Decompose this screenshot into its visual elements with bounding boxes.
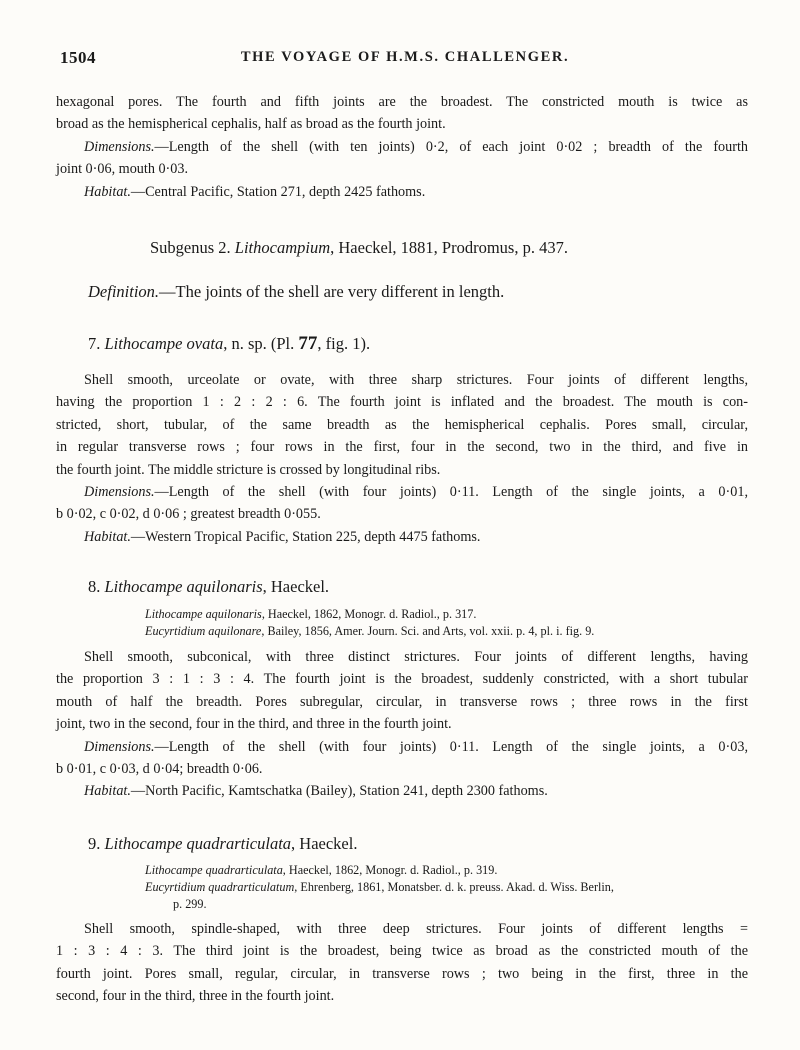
- species-8-description: [56, 646, 748, 803]
- intro-paragraph: [56, 91, 748, 203]
- species-7-dimensions: Dimensions.—Length of the shell (with four joints) 0·11. Length of the single joints, a 0·01,: [84, 484, 748, 501]
- intro-dimensions: Dimensions.—Length of the shell (with ten joints) 0·2, of each joint 0·02 ; breadth of the fourth: [84, 138, 748, 155]
- description-line: in regular transverse rows ; four rows in the first, four in the second, two in the third, and five in: [56, 439, 748, 456]
- description-line: joint, two in the second, four in the third, and three in the fourth joint.: [56, 716, 452, 733]
- synonym-line: Lithocampe quadrarticulata, Haeckel, 1862, Monogr. d. Radiol., p. 319.: [145, 863, 498, 877]
- species-7-description: [56, 369, 748, 548]
- description-line: stricted, short, tubular, of the same breadth as the hemispherical cephalis. Pores small, circular,: [56, 416, 748, 433]
- description-line: 1 : 3 : 4 : 3. The third joint is the broadest, being twice as broad as the constricted mouth of the: [56, 943, 748, 960]
- species-7-name: Lithocampe ovata: [104, 334, 224, 353]
- running-title: THE VOYAGE OF H.M.S. CHALLENGER.: [240, 49, 570, 65]
- intro-line: hexagonal pores. The fourth and fifth joints are the broadest. The constricted mouth is twice as: [56, 94, 748, 110]
- plate-number: 77: [298, 333, 318, 354]
- description-line: Shell smooth, spindle-shaped, with three deep strictures. Four joints of different lengths =: [84, 921, 748, 937]
- description-line: fourth joint. Pores small, regular, circular, in transverse rows ; two being in the first, three in the: [56, 965, 748, 982]
- description-line: having the proportion 1 : 2 : 2 : 6. The fourth joint is inflated and the broadest. The mouth is con-: [56, 394, 748, 411]
- description-line: the proportion 3 : 1 : 3 : 4. The fourth joint is the broadest, suddenly constricted, with a short tubular: [56, 671, 748, 688]
- subgenus-name: Lithocampium: [234, 238, 331, 257]
- synonym-line: Lithocampe aquilonaris, Haeckel, 1862, Monogr. d. Radiol., p. 317.: [145, 607, 477, 621]
- species-9-name: Lithocampe quadrarticulata: [104, 834, 292, 853]
- description-line: Shell smooth, subconical, with three distinct strictures. Four joints of different lengths, having: [84, 649, 748, 665]
- species-8-dimensions-cont: b 0·01, c 0·03, d 0·04; breadth 0·06.: [56, 761, 263, 778]
- definition-label: Definition.: [88, 282, 160, 301]
- dimensions-label: Dimensions.: [84, 138, 155, 155]
- species-8-dimensions: Dimensions.—Length of the shell (with four joints) 0·11. Length of the single joints, a 0·03,: [84, 738, 748, 755]
- habitat-label: Habitat.: [84, 528, 131, 545]
- intro-dimensions-cont: joint 0·06, mouth 0·03.: [56, 161, 189, 178]
- description-line: mouth of half the breadth. Pores subregular, circular, in transverse rows ; three rows in the first: [56, 693, 748, 710]
- species-9-synonyms: [145, 862, 614, 913]
- species-8-name: Lithocampe aquilonaris: [104, 577, 263, 596]
- dimensions-label: Dimensions.: [84, 484, 155, 501]
- species-9-title: 9. Lithocampe quadrarticulata, Haeckel.: [88, 834, 358, 853]
- species-7-title: 7. Lithocampe ovata, n. sp. (Pl. 77, fig. 1).: [88, 333, 371, 354]
- habitat-label: Habitat.: [84, 183, 131, 200]
- intro-line: broad as the hemispherical cephalis, half as broad as the fourth joint.: [56, 116, 446, 133]
- page-header: [60, 48, 750, 70]
- description-line: second, four in the third, three in the fourth joint.: [56, 988, 335, 1005]
- synonym-line: Eucyrtidium quadrarticulatum, Ehrenberg, 1861, Monatsber. d. k. preuss. Akad. d. Wiss. Berlin,: [145, 880, 614, 894]
- species-8-habitat: Habitat.—North Pacific, Kamtschatka (Bailey), Station 241, depth 2300 fathoms.: [84, 783, 548, 800]
- species-8-title: 8. Lithocampe aquilonaris, Haeckel.: [88, 577, 330, 596]
- synonym-line: Eucyrtidium aquilonare, Bailey, 1856, Amer. Journ. Sci. and Arts, vol. xxii. p. 4, pl. i. fig. 9.: [145, 624, 595, 638]
- species-7-dimensions-cont: b 0·02, c 0·02, d 0·06 ; greatest breadth 0·055.: [56, 506, 321, 523]
- species-9-description: [56, 918, 748, 1008]
- description-line: Shell smooth, urceolate or ovate, with three sharp strictures. Four joints of different lengths,: [84, 372, 748, 388]
- description-line: the fourth joint. The middle stricture is crossed by longitudinal ribs.: [56, 461, 441, 478]
- habitat-label: Habitat.: [84, 783, 131, 800]
- subgenus-heading: Subgenus 2. Lithocampium, Haeckel, 1881, Prodromus, p. 437.: [150, 238, 568, 257]
- subgenus-definition: Definition.—The joints of the shell are very different in length.: [88, 282, 505, 301]
- intro-habitat: Habitat.—Central Pacific, Station 271, depth 2425 fathoms.: [84, 183, 426, 200]
- species-8-synonyms: [145, 606, 594, 640]
- page-number: 1504: [60, 48, 96, 67]
- dimensions-label: Dimensions.: [84, 738, 155, 755]
- synonym-line-cont: p. 299.: [173, 897, 207, 911]
- species-7-habitat: Habitat.—Western Tropical Pacific, Station 225, depth 4475 fathoms.: [84, 528, 481, 545]
